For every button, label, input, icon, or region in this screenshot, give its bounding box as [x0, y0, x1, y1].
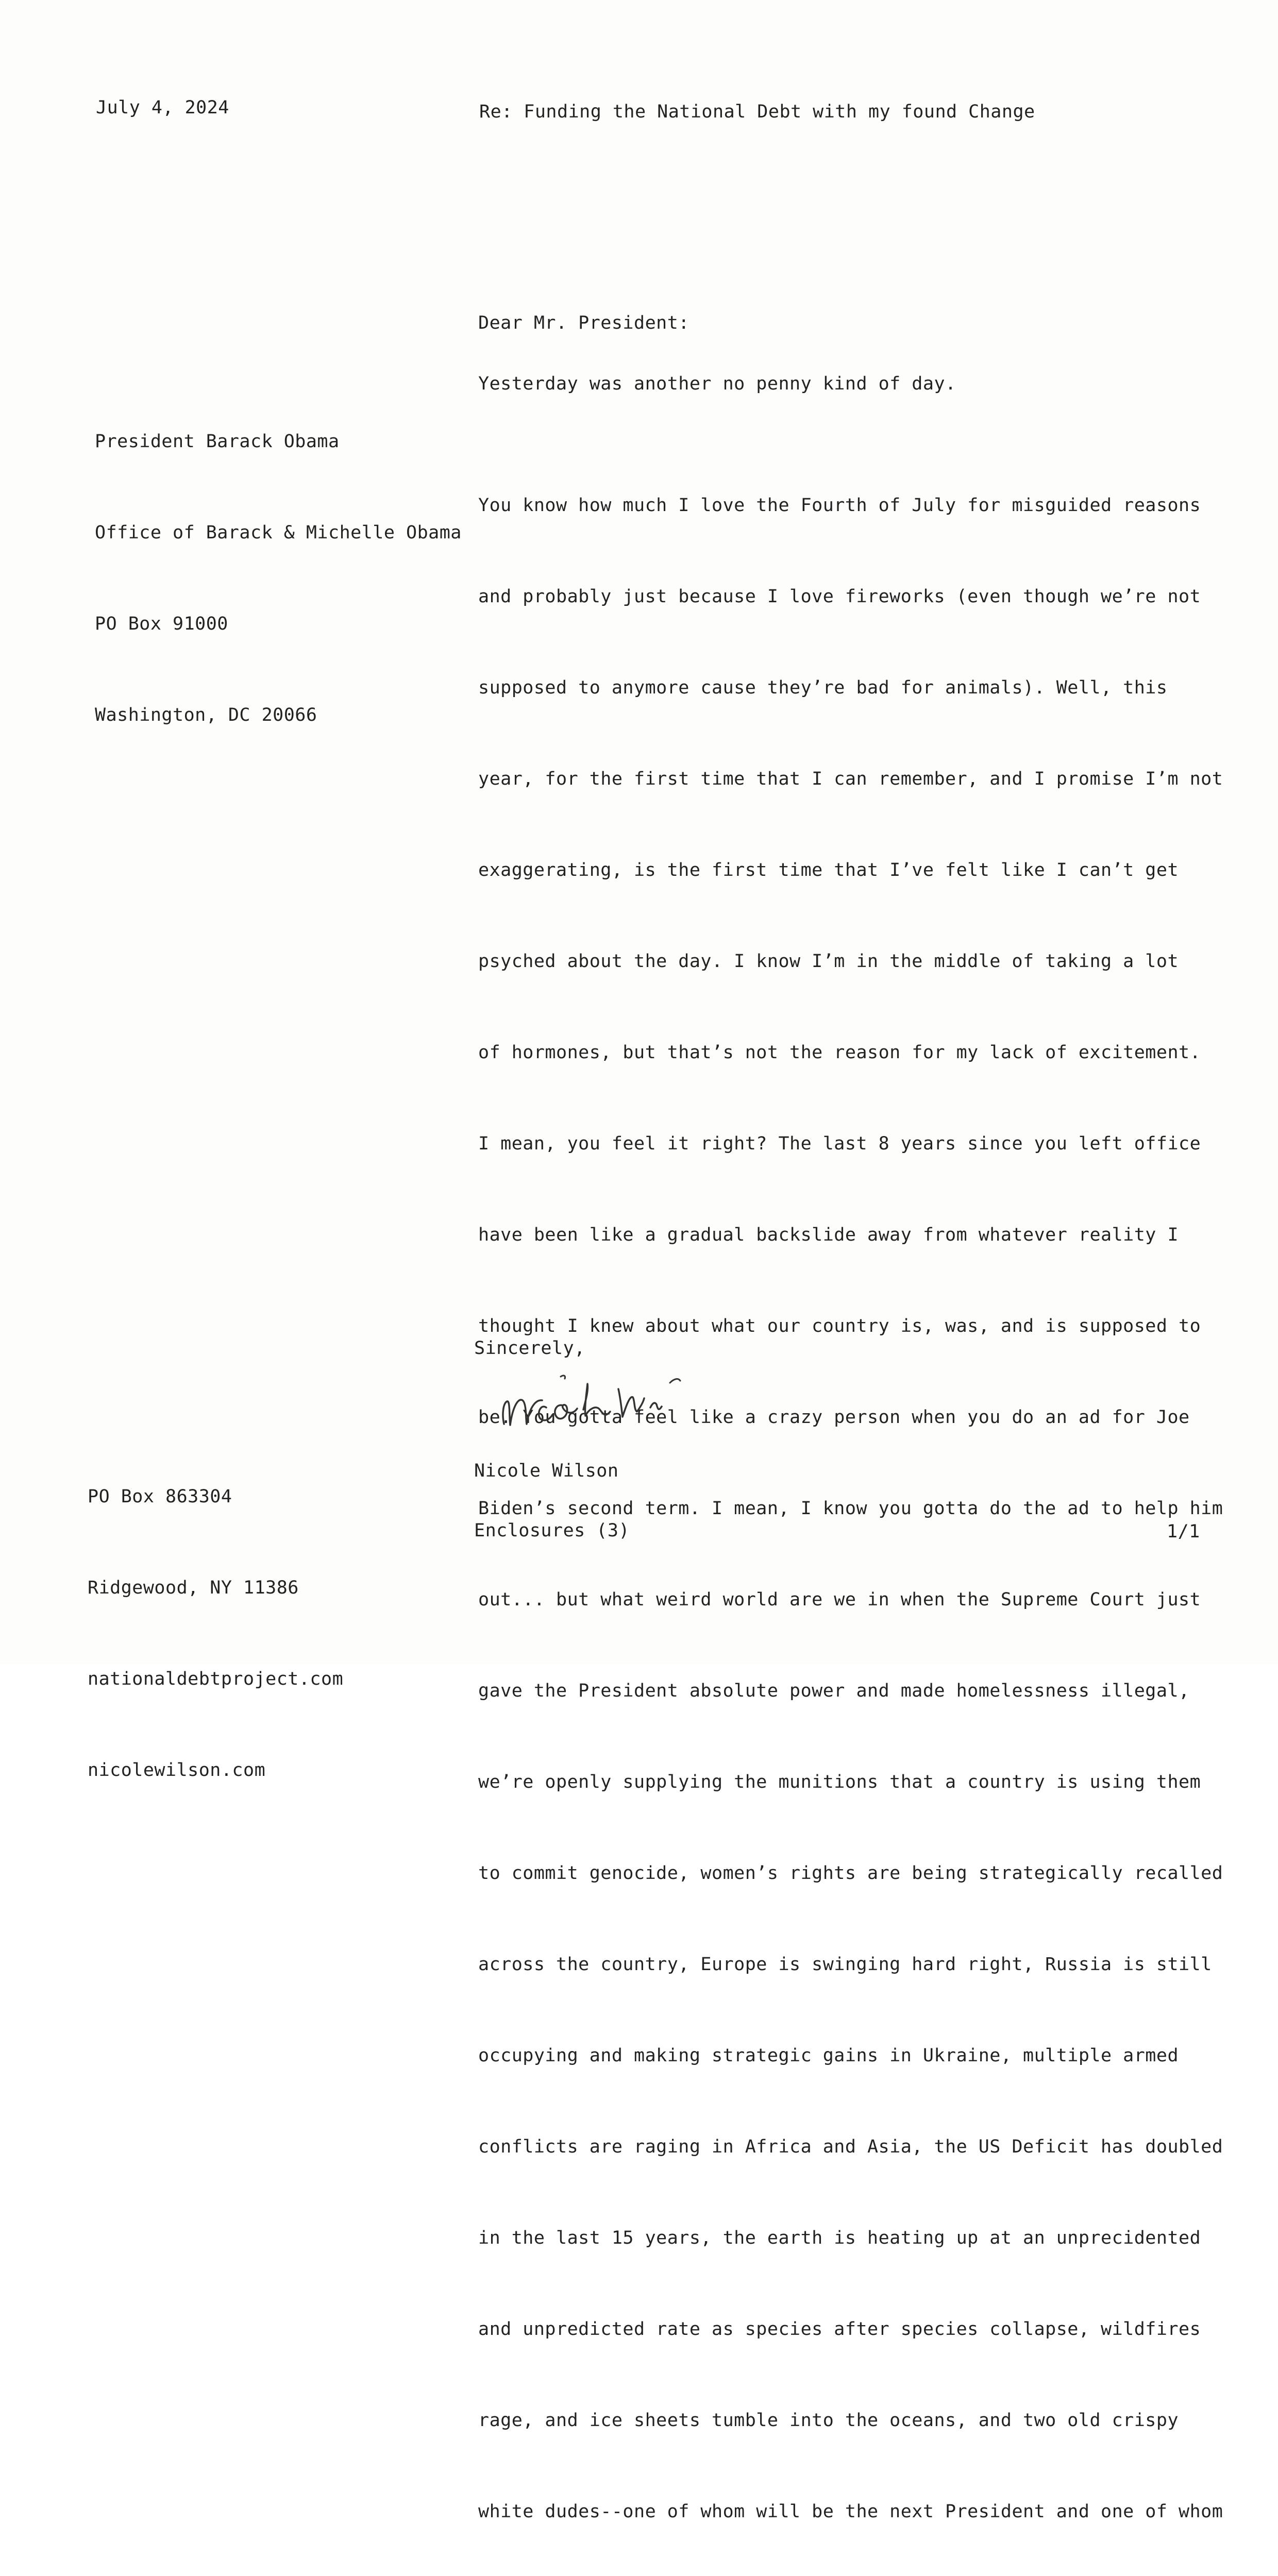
body-line: exaggerating, is the first time that I’ve felt like I can’t get	[478, 860, 1179, 880]
body-line: I mean, you feel it right? The last 8 years since you left office	[478, 1133, 1201, 1154]
recipient-line: Washington, DC 20066	[95, 705, 317, 725]
body-line: gave the President absolute power and made homelessness illegal,	[478, 1681, 1190, 1701]
body-line: rage, and ice sheets tumble into the oceans, and two old crispy	[478, 2410, 1179, 2431]
body-line: we’re openly supplying the munitions that a country is using them	[478, 1772, 1201, 1792]
body-line: across the country, Europe is swinging hard right, Russia is still	[478, 1954, 1212, 1975]
body-line: in the last 15 years, the earth is heating up at an unprecidented	[478, 2228, 1201, 2248]
closing: Sincerely,	[474, 1338, 585, 1359]
signer-name: Nicole Wilson	[474, 1461, 619, 1481]
letter-date: July 4, 2024	[96, 97, 229, 118]
body-line: supposed to anymore cause they’re bad for animals). Well, this	[478, 677, 1168, 698]
sender-address	[88, 1421, 343, 1846]
sender-line: Ridgewood, NY 11386	[88, 1578, 299, 1598]
body-line: to commit genocide, women’s rights are being strategically recalled	[478, 1863, 1223, 1884]
sender-website-link: nicolewilson.com	[88, 1760, 266, 1781]
body-line: year, for the first time that I can remember, and I promise I’m not	[478, 769, 1223, 789]
body-line: be. You gotta feel like a crazy person when you do an ad for Joe	[478, 1407, 1190, 1428]
body-line: out... but what weird world are we in when the Supreme Court just	[478, 1589, 1201, 1610]
body-line: white dudes--one of whom will be the next President and one of whom	[478, 2501, 1223, 2522]
body-line: thought I knew about what our country is, was, and is supposed to	[478, 1316, 1201, 1336]
body-line: conflicts are raging in Africa and Asia, the US Deficit has doubled	[478, 2137, 1223, 2157]
sender-line: PO Box 863304	[88, 1486, 232, 1507]
salutation: Dear Mr. President:	[478, 313, 690, 333]
subject-line: Re: Funding the National Debt with my found Change	[479, 101, 1035, 122]
recipient-line: PO Box 91000	[95, 614, 228, 634]
recipient-line: President Barack Obama	[95, 431, 340, 452]
sender-website-link: nationaldebtproject.com	[88, 1669, 344, 1689]
body-line: You know how much I love the Fourth of July for misguided reasons	[478, 495, 1201, 516]
page-number: 1/1	[1167, 1521, 1200, 1542]
body-line: psyched about the day. I know I’m in the middle of taking a lot	[478, 951, 1179, 972]
handwritten-signature	[495, 1358, 721, 1440]
body-line: occupying and making strategic gains in Ukraine, multiple armed	[478, 2045, 1179, 2066]
body-line: of hormones, but that’s not the reason for my lack of excitement.	[478, 1042, 1201, 1063]
body-line: and probably just because I love fireworks (even though we’re not	[478, 586, 1201, 607]
recipient-line: Office of Barack & Michelle Obama	[95, 522, 462, 543]
body-paragraph-1: Yesterday was another no penny kind of day.	[478, 374, 956, 394]
recipient-address	[95, 366, 462, 791]
body-paragraph-2	[478, 430, 1223, 2576]
enclosures-note: Enclosures (3)	[474, 1520, 630, 1541]
body-line: and unpredicted rate as species after species collapse, wildfires	[478, 2319, 1201, 2340]
body-line: Biden’s second term. I mean, I know you gotta do the ad to help him	[478, 1498, 1223, 1519]
body-line: have been like a gradual backslide away from whatever reality I	[478, 1225, 1179, 1245]
